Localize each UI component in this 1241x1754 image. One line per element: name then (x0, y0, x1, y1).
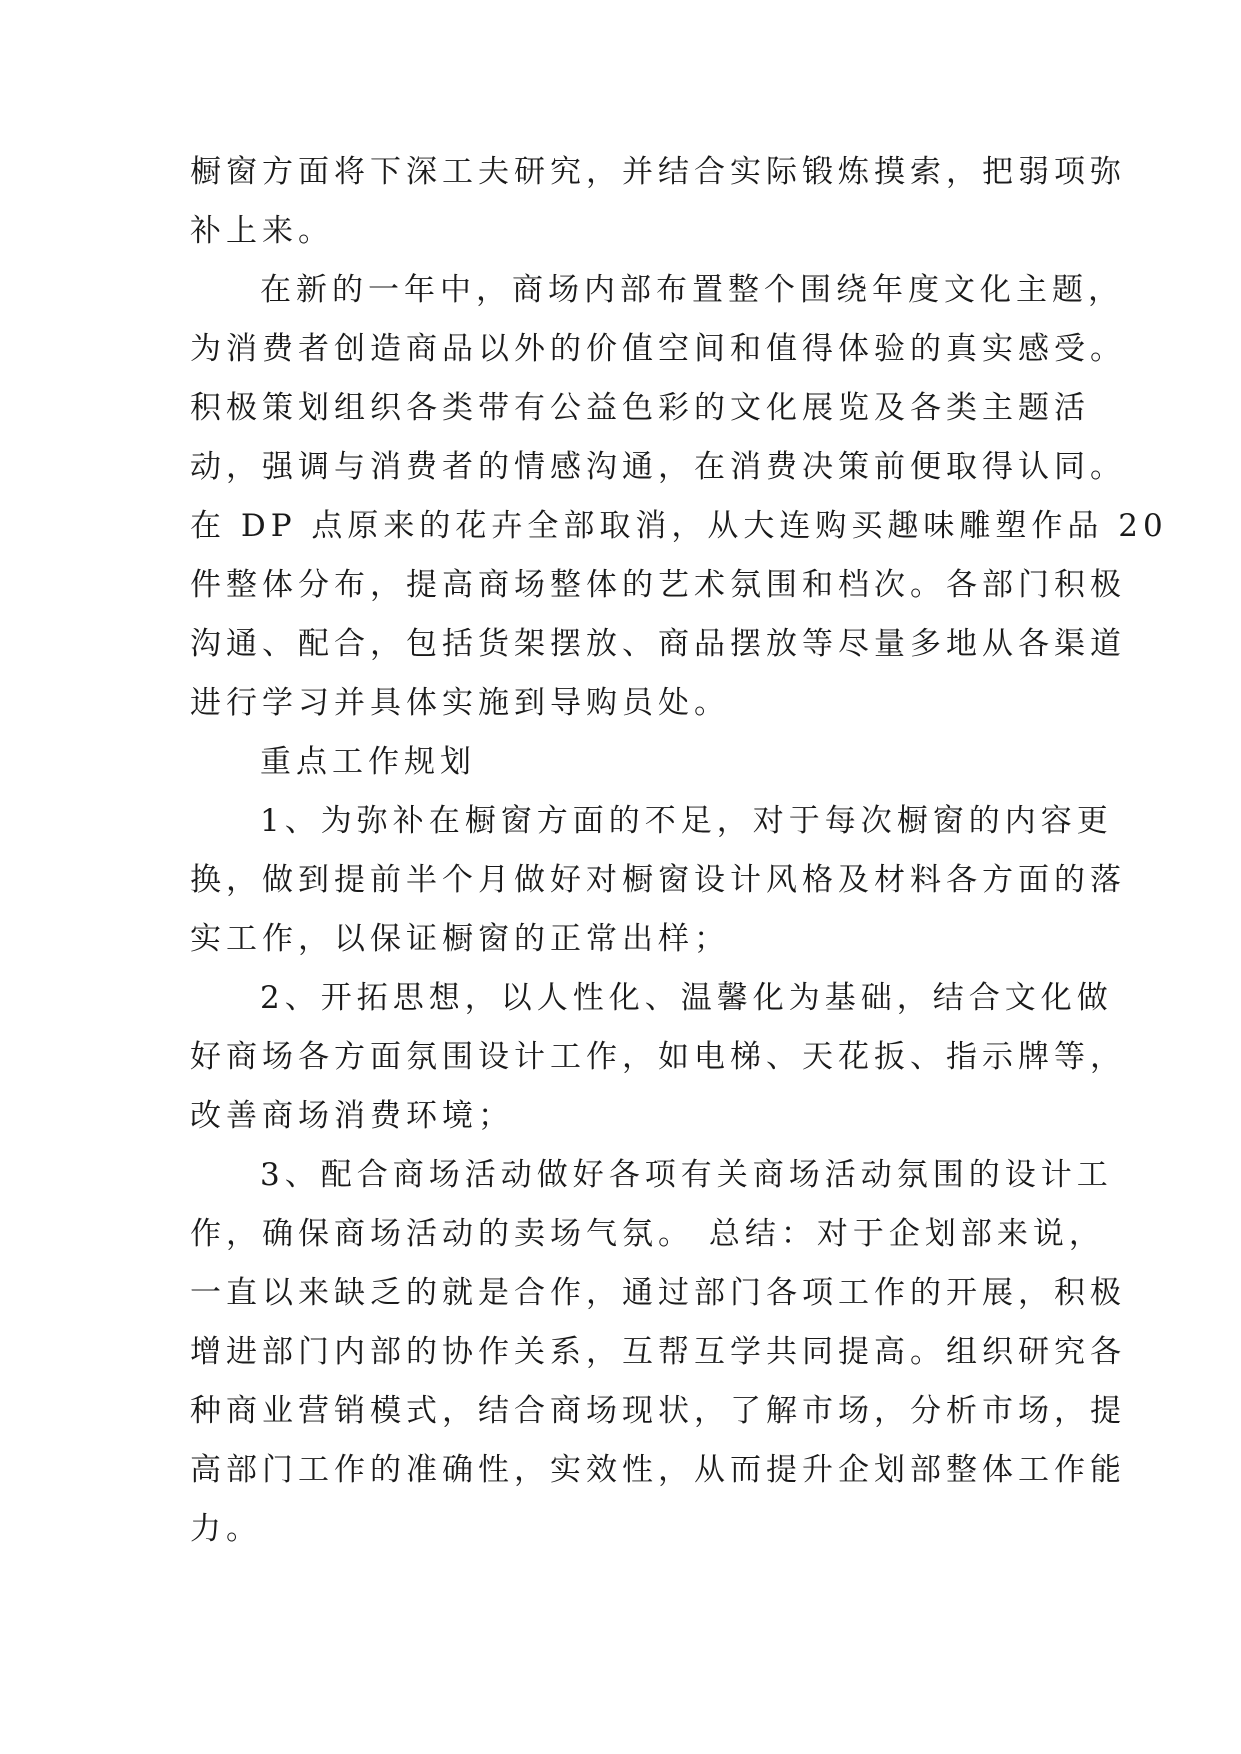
text-line: 件整体分布，提高商场整体的艺术氛围和档次。各部门积极 (190, 567, 1126, 603)
text-line: 动，强调与消费者的情感沟通，在消费决策前便取得认同。 (190, 449, 1126, 485)
text-line: 力。 (190, 1511, 262, 1547)
text-line: 高部门工作的准确性，实效性，从而提升企划部整体工作能 (190, 1452, 1126, 1488)
text-line: 补上来。 (190, 213, 334, 249)
text-line: 在 DP 点原来的花卉全部取消，从大连购买趣味雕塑作品 20 (190, 508, 1168, 544)
text-line: 实工作，以保证橱窗的正常出样； (190, 921, 730, 957)
text-line: 为消费者创造商品以外的价值空间和值得体验的真实感受。 (190, 331, 1126, 367)
text-line: 3、配合商场活动做好各项有关商场活动氛围的设计工 (260, 1157, 1113, 1193)
text-line: 2、开拓思想，以人性化、温馨化为基础，结合文化做 (260, 980, 1113, 1016)
text-line: 一直以来缺乏的就是合作，通过部门各项工作的开展，积极 (190, 1275, 1126, 1311)
text-line: 橱窗方面将下深工夫研究，并结合实际锻炼摸索，把弱项弥 (190, 154, 1126, 190)
text-line: 积极策划组织各类带有公益色彩的文化展览及各类主题活 (190, 390, 1090, 426)
text-line: 增进部门内部的协作关系，互帮互学共同提高。组织研究各 (190, 1334, 1126, 1370)
text-line: 种商业营销模式，结合商场现状，了解市场，分析市场，提 (190, 1393, 1126, 1429)
text-line: 好商场各方面氛围设计工作，如电梯、天花扳、指示牌等， (190, 1039, 1126, 1075)
text-line: 重点工作规划 (260, 744, 476, 780)
document-body (190, 143, 1168, 1559)
text-line: 沟通、配合，包括货架摆放、商品摆放等尽量多地从各渠道 (190, 626, 1126, 662)
text-line: 换，做到提前半个月做好对橱窗设计风格及材料各方面的落 (190, 862, 1126, 898)
text-line: 作，确保商场活动的卖场气氛。 总结：对于企划部来说， (190, 1216, 1105, 1252)
text-line: 1、为弥补在橱窗方面的不足，对于每次橱窗的内容更 (260, 803, 1113, 839)
text-line: 改善商场消费环境； (190, 1098, 514, 1134)
text-line: 进行学习并具体实施到导购员处。 (190, 685, 730, 721)
text-line: 在新的一年中，商场内部布置整个围绕年度文化主题， (260, 272, 1124, 308)
